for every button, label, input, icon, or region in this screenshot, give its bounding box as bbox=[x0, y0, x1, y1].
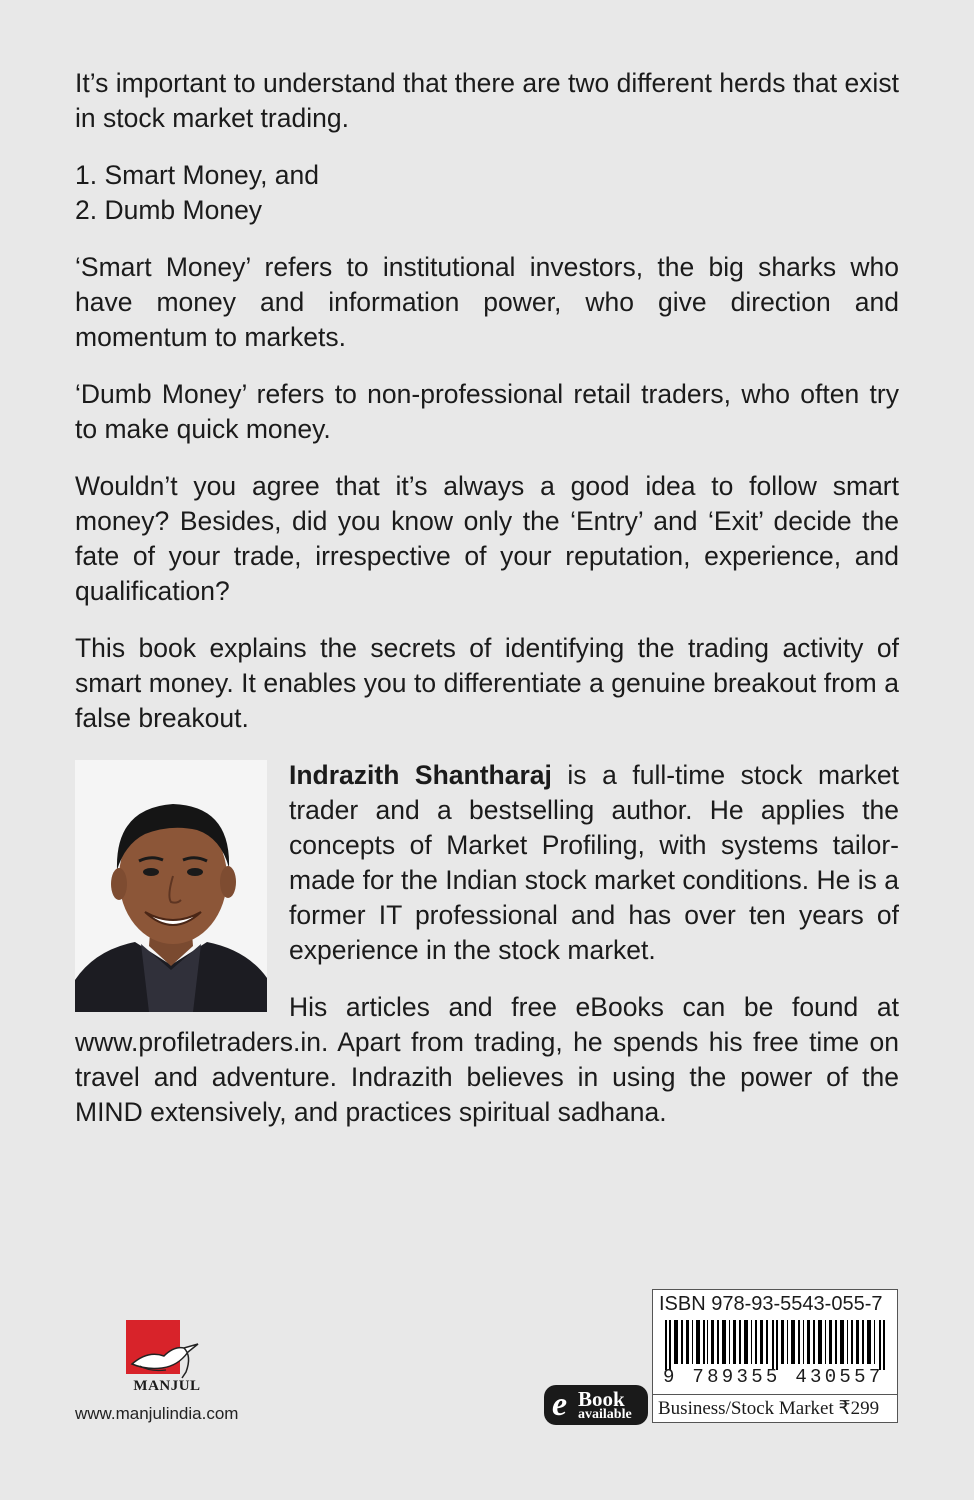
publisher-url: www.manjulindia.com bbox=[75, 1404, 239, 1423]
publisher-name: MANJUL bbox=[133, 1378, 201, 1394]
author-section bbox=[75, 758, 899, 1152]
dumb-money-paragraph: ‘Dumb Money’ refers to non-professional retail traders, who often try to make quick money. bbox=[75, 379, 899, 444]
smart-money-paragraph: ‘Smart Money’ refers to institutional investors, the big sharks who have money and information power, who give direction and momentum to markets. bbox=[75, 252, 899, 352]
book-summary-paragraph: This book explains the secrets of identifying the trading activity of smart money. It enables you to differentiate a genuine breakout from a false breakout. bbox=[75, 633, 899, 733]
author-name: Indrazith Shantharaj bbox=[289, 760, 552, 790]
herds-list bbox=[75, 158, 899, 228]
ebook-book-label: Book bbox=[578, 1387, 625, 1411]
barcode-digits: 9 789355 430557 bbox=[663, 1366, 884, 1388]
ebook-available-badge bbox=[544, 1385, 648, 1425]
intro-paragraph: It’s important to understand that there are two different herds that exist in stock market trading. bbox=[75, 68, 899, 133]
author-bio-text: is a full-time stock market trader and a bestselling author. He applies the concepts of Market Profiling, with systems tailor-made for the Indian stock market conditions. He is a former IT professional and has over ten years of experience in the stock market. bbox=[289, 760, 899, 965]
isbn-label: ISBN 978-93-5543-055-7 bbox=[659, 1293, 883, 1315]
back-cover-text bbox=[75, 66, 899, 1152]
category-price-label: Business/Stock Market ₹299 bbox=[653, 1394, 897, 1422]
list-item: 2. Dumb Money bbox=[75, 195, 263, 225]
ebook-e-letter: e bbox=[552, 1386, 568, 1423]
question-paragraph: Wouldn’t you agree that it’s always a good idea to follow smart money? Besides, did you know only the ‘Entry’ and ‘Exit’ decide the fate of your trade, irrespective of your reputation, experience, and qualification? bbox=[75, 471, 899, 606]
author-bio-2: His articles and free eBooks can be found at www.profiletraders.in. Apart from trading, he spends his free time on travel and adventure. Indrazith believes in using the power of the MIND extensively, and practices spiritual sadhana. bbox=[75, 992, 899, 1127]
author-photo bbox=[75, 760, 267, 1012]
isbn-barcode-box bbox=[652, 1289, 898, 1423]
barcode-icon bbox=[661, 1320, 891, 1370]
ebook-available-label: available bbox=[578, 1407, 632, 1422]
list-item: 1. Smart Money, and bbox=[75, 160, 320, 190]
